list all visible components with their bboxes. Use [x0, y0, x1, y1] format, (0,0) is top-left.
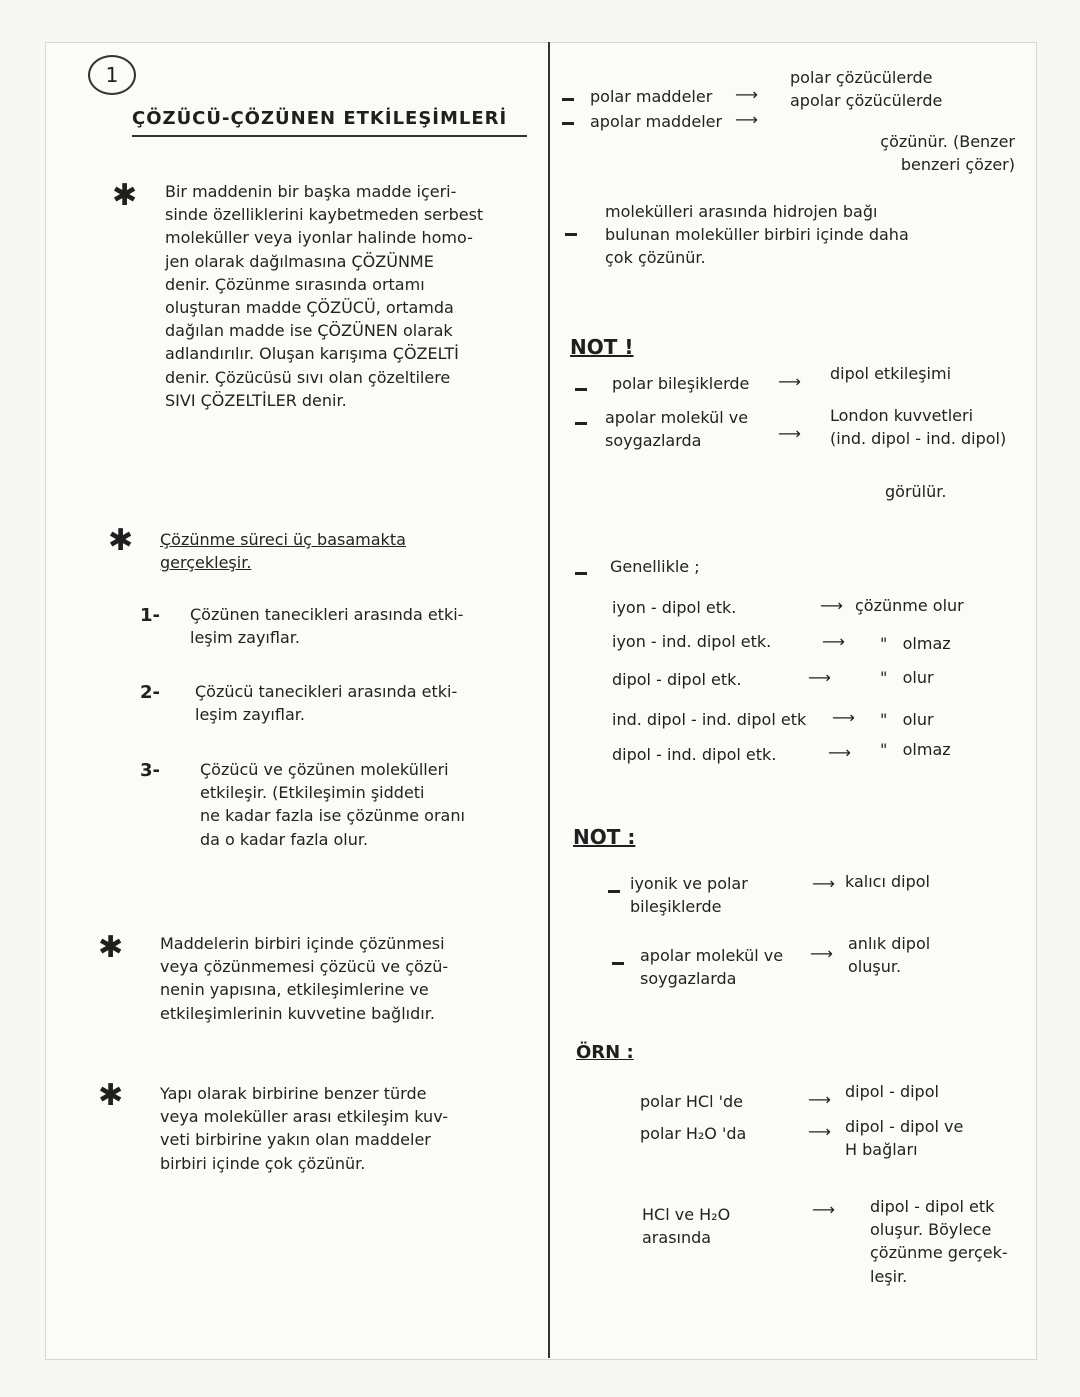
arrow-icon: ⟶ [812, 874, 835, 893]
arrow-icon: ⟶ [828, 743, 851, 762]
step-number: 2- [140, 682, 160, 703]
bullet-dash [562, 122, 574, 125]
polar-compounds: polar bileşiklerde [612, 374, 750, 393]
arrow-icon: ⟶ [735, 85, 758, 104]
bullet-star: ✱ [108, 523, 134, 558]
note-heading: NOT : [573, 825, 636, 849]
bullet-dash [565, 233, 577, 236]
observed-text: görülür. [885, 482, 947, 501]
table-cell: " olur [880, 668, 934, 687]
table-cell: " olmaz [880, 634, 951, 653]
arrow-icon: ⟶ [810, 944, 833, 963]
london-forces: London kuvvetleri (ind. dipol - ind. dipol) [830, 406, 1007, 449]
page-number: 1 [88, 55, 136, 95]
arrow-icon: ⟶ [820, 596, 843, 615]
step-text: Çözücü tanecikleri arasında etki- leşim zayıflar. [195, 682, 458, 725]
apolar-soygaz: apolar molekül ve soygazlarda [640, 946, 784, 989]
ionic-polar-compounds: iyonik ve polar bileşiklerde [630, 874, 748, 917]
table-cell: " olmaz [880, 740, 951, 759]
apolar-substances: apolar maddeler [590, 112, 723, 131]
process-intro: Çözünme süreci üç basamakta gerçekleşir. [160, 530, 406, 573]
example-heading: ÖRN : [576, 1042, 634, 1063]
arrow-icon: ⟶ [808, 668, 831, 687]
example-h2o: polar H₂O 'da [640, 1124, 747, 1143]
similarity-paragraph: Yapı olarak birbirine benzer türde veya moleküller arası etkileşim kuv- veti birbirine yakın olan maddeler birbiri içinde çok çözünür. [160, 1084, 448, 1173]
arrow-icon: ⟶ [812, 1200, 835, 1219]
arrow-icon: ⟶ [735, 110, 758, 129]
example-mix-result: dipol - dipol etk oluşur. Böylece çözünme gerçek- leşir. [870, 1197, 1008, 1286]
column-divider [548, 42, 550, 1358]
example-hcl: polar HCl 'de [640, 1092, 743, 1111]
example-hcl-result: dipol - dipol [845, 1082, 939, 1101]
arrow-icon: ⟶ [832, 708, 855, 727]
step-number: 3- [140, 760, 160, 781]
bullet-dash [575, 422, 587, 425]
table-row: ind. dipol - ind. dipol etk [612, 710, 807, 729]
bullet-dash [608, 890, 620, 893]
arrow-icon: ⟶ [778, 372, 801, 391]
page-title: ÇÖZÜCÜ-ÇÖZÜNEN ETKİLEŞİMLERİ [132, 108, 508, 129]
step-text: Çözünen tanecikleri arasında etki- leşim zayıflar. [190, 605, 464, 648]
general-heading: Genellikle ; [610, 557, 700, 576]
table-row: iyon - ind. dipol etk. [612, 632, 772, 651]
definition-paragraph: Bir maddenin bir başka madde içeri- sinde özelliklerini kaybetmeden serbest moleküller veya iyonlar halinde homo- jen olarak dağılmasına ÇÖZÜNME denir. Çözünme sırasında ortamı oluşturan madde ÇÖZÜCÜ, ortamda dağılan madde ise ÇÖZÜNEN olarak adlandırılır. Oluşan karışıma ÇÖZELTİ denir. Çözücüsü sıvı olan çözeltilere SIVI ÇÖZELTİLER denir. [165, 182, 484, 410]
table-row: iyon - dipol etk. [612, 598, 737, 617]
permanent-dipole: kalıcı dipol [845, 872, 930, 891]
bullet-star: ✱ [112, 178, 138, 213]
step-text: Çözücü ve çözünen molekülleri etkileşir. (Etkileşimin şiddeti ne kadar fazla ise çözünme oranı da o kadar fazla olur. [200, 760, 465, 849]
dipole-interaction: dipol etkileşimi [830, 364, 952, 383]
table-row: dipol - ind. dipol etk. [612, 745, 777, 764]
apolar-molecules: apolar molekül ve soygazlarda [605, 408, 749, 451]
example-h2o-result: dipol - dipol ve H bağları [845, 1117, 964, 1160]
bullet-star: ✱ [98, 1078, 124, 1113]
arrow-icon: ⟶ [808, 1090, 831, 1109]
title-underline [132, 135, 527, 137]
table-cell: çözünme olur [855, 596, 964, 615]
arrow-icon: ⟶ [778, 424, 801, 443]
note-heading: NOT ! [570, 335, 634, 359]
table-cell: " olur [880, 710, 934, 729]
example-mix: HCl ve H₂O arasında [642, 1205, 731, 1248]
like-dissolves-like: çözünür. (Benzer benzeri çözer) [880, 132, 1015, 175]
bullet-star: ✱ [98, 930, 124, 965]
arrow-icon: ⟶ [808, 1122, 831, 1141]
polar-substances: polar maddeler [590, 87, 713, 106]
instant-dipole: anlık dipol oluşur. [848, 934, 931, 977]
bullet-dash [562, 98, 574, 101]
solubility-paragraph: Maddelerin birbiri içinde çözünmesi veya çözünmemesi çözücü ve çözü- nenin yapısına, etkileşimlerine ve etkileşimlerinin kuvvetine bağlıdır. [160, 934, 449, 1023]
table-row: dipol - dipol etk. [612, 670, 742, 689]
solvent-types: polar çözücülerde apolar çözücülerde [790, 68, 943, 111]
bullet-dash [575, 572, 587, 575]
hydrogen-bond-note: molekülleri arasında hidrojen bağı bulunan moleküller birbiri içinde daha çok çözünür. [605, 202, 909, 268]
bullet-dash [612, 962, 624, 965]
arrow-icon: ⟶ [822, 632, 845, 651]
bullet-dash [575, 388, 587, 391]
step-number: 1- [140, 605, 160, 626]
